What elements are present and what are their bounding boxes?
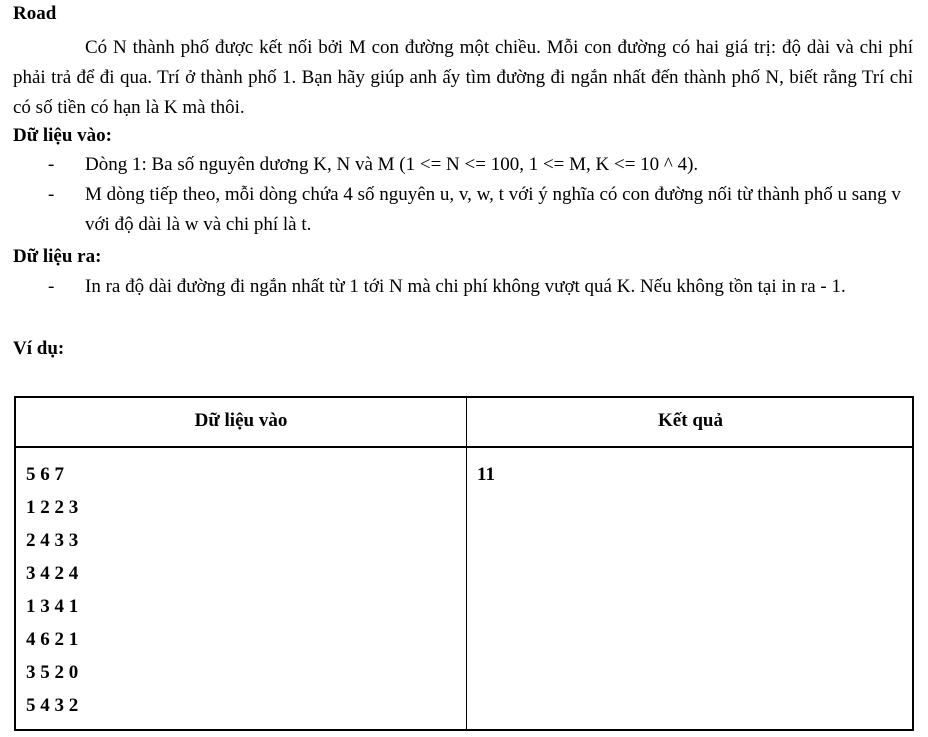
header-divider: [16, 446, 912, 448]
sample-input-line: 4 6 2 1: [26, 629, 79, 650]
input-description-text: Dòng 1: Ba số nguyên dương K, N và M (1 <= N <= 100, 1 <= M, K <= 10 ^ 4).: [85, 154, 699, 175]
sample-output-cell: 11: [477, 464, 495, 485]
sample-input-line: 1 3 4 1: [26, 596, 79, 617]
header-output: Kết quả: [658, 410, 723, 431]
output-description-list: [13, 272, 913, 302]
input-description-item: [13, 180, 913, 240]
sample-input-line: 5 6 7: [26, 464, 64, 485]
sample-input-line: 3 5 2 0: [26, 662, 79, 683]
sample-table: [14, 396, 914, 731]
input-description-text: M dòng tiếp theo, mỗi dòng chứa 4 số nguyên u, v, w, t với ý nghĩa có con đường nối từ thành phố u sang v với độ dài là w và chi phí là t.: [85, 184, 901, 235]
problem-intro: Có N thành phố được kết nối bởi M con đường một chiều. Mỗi con đường có hai giá trị: độ dài và chi phí phải trả để đi qua. Trí ở thành phố 1. Bạn hãy giúp anh ấy tìm đường đi ngắn nhất đến thành phố N, biết rằng Trí chỉ có số tiền có hạn là K mà thôi.: [13, 37, 913, 118]
header-input: Dữ liệu vào: [194, 410, 288, 431]
bullet-dash: -: [48, 154, 55, 175]
sample-input-line: 2 4 3 3: [26, 530, 79, 551]
input-heading: Dữ liệu vào:: [13, 125, 113, 146]
sample-input-line: 5 4 3 2: [26, 695, 79, 716]
sample-input-cell: [26, 458, 78, 722]
input-description-item: [13, 150, 913, 180]
example-heading: Ví dụ:: [13, 338, 65, 359]
output-description-item: [13, 272, 913, 302]
bullet-dash: -: [48, 184, 55, 205]
bullet-dash: -: [48, 276, 55, 297]
sample-input-line: 1 2 2 3: [26, 497, 79, 518]
output-heading: Dữ liệu ra:: [13, 246, 102, 267]
input-description-list: [13, 150, 913, 240]
problem-title: Road: [13, 3, 57, 24]
sample-input-line: 3 4 2 4: [26, 563, 79, 584]
output-description-text: In ra độ dài đường đi ngắn nhất từ 1 tới N mà chi phí không vượt quá K. Nếu không tồn tại in ra - 1.: [85, 276, 846, 297]
